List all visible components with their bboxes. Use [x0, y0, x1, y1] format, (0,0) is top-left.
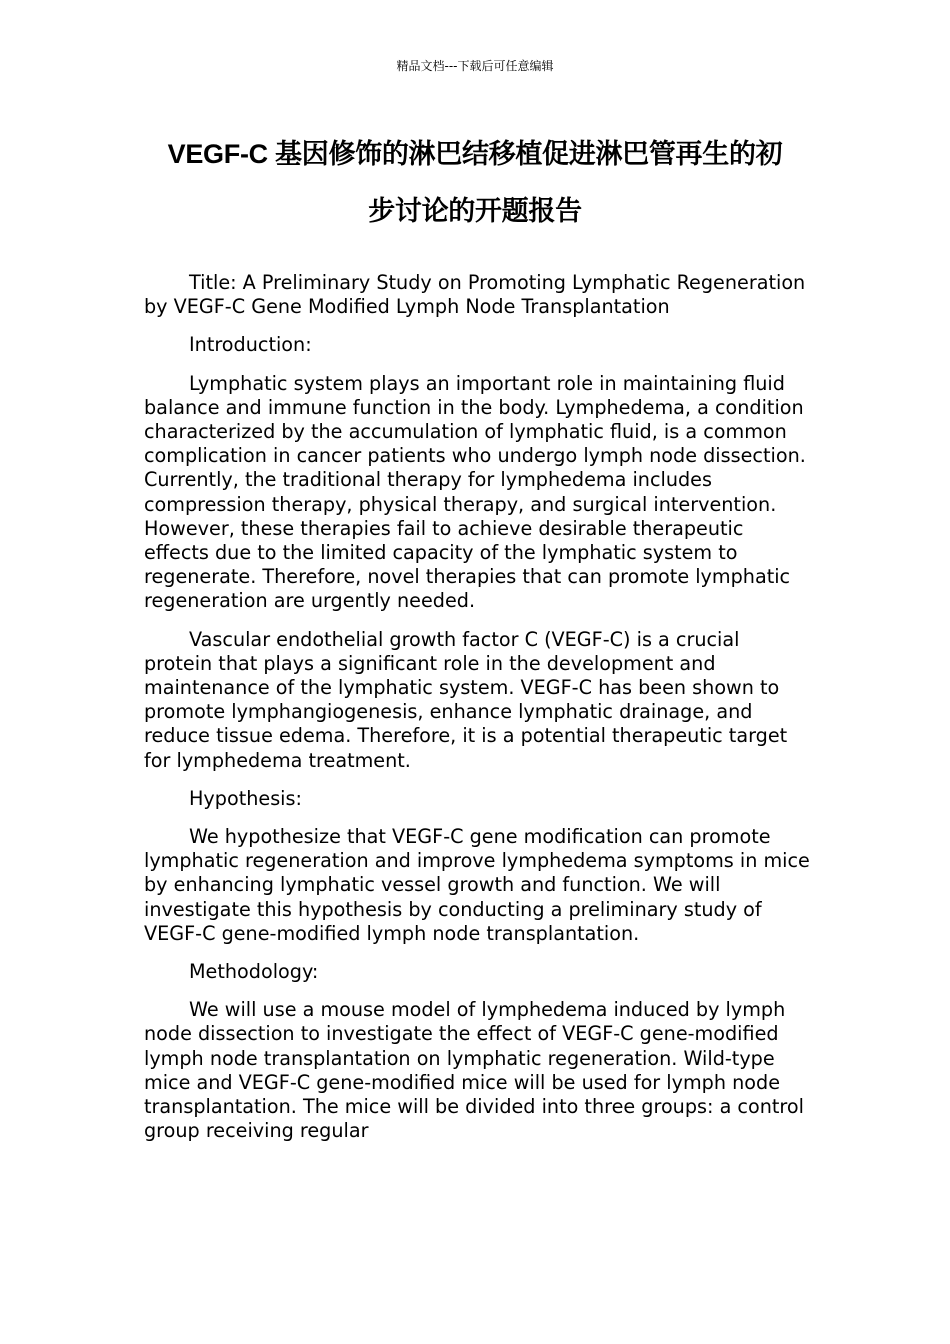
document-title-line-2: 步讨论的开题报告 [368, 196, 582, 226]
paragraph-methodology: We will use a mouse model of lymphedema induced by lymph node dissection to investigate the effect of VEGF-C gene-modified lymph node transplantation on lymphatic regeneration. Wild-type mice and VEGF-C gene-modified mice will be used for lymph node transplantation. The mice will be divided into three groups: a control group receiving regular [144, 998, 804, 1143]
paragraph-introduction-2: Vascular endothelial growth factor C (VEGF-C) is a crucial protein that plays a significant role in the development and maintenance of the lymphatic system. VEGF-C has been shown to promote lymphangiogenesis, enhance lymphatic drainage, and reduce tissue edema. Therefore, it is a potential therapeutic target for lymphedema treatment. [144, 627, 788, 772]
document-title-line-1: VEGF-C 基因修饰的淋巴结移植促进淋巴管再生的初 [167, 139, 783, 169]
document-title [140, 126, 810, 240]
document-body [144, 271, 812, 1158]
heading-introduction: Introduction: [189, 333, 312, 357]
paragraph-introduction-1: Lymphatic system plays an important role in maintaining fluid balance and immune function in the body. Lymphedema, a condition characterized by the accumulation of lymphatic fluid, is a common complication in cancer patients who undergo lymph node dissection. Currently, the traditional therapy for lymphedema includes compression therapy, physical therapy, and surgical intervention. However, these therapies fail to achieve desirable therapeutic effects due to the limited capacity of the lymphatic system to regenerate. Therefore, novel therapies that can promote lymphatic regeneration are urgently needed. [144, 371, 806, 613]
paragraph-hypothesis: We hypothesize that VEGF-C gene modification can promote lymphatic regeneration and improve lymphedema symptoms in mice by enhancing lymphatic vessel growth and function. We will investigate this hypothesis by conducting a preliminary study of VEGF-C gene-modified lymph node transplantation. [144, 825, 810, 945]
paragraph-title: Title: A Preliminary Study on Promoting Lymphatic Regeneration by VEGF-C Gene Modified Lymph Node Transplantation [144, 271, 806, 319]
page-header-note: 精品文档---下载后可任意编辑 [396, 59, 554, 73]
heading-hypothesis: Hypothesis: [189, 786, 302, 810]
heading-methodology: Methodology: [189, 960, 319, 984]
